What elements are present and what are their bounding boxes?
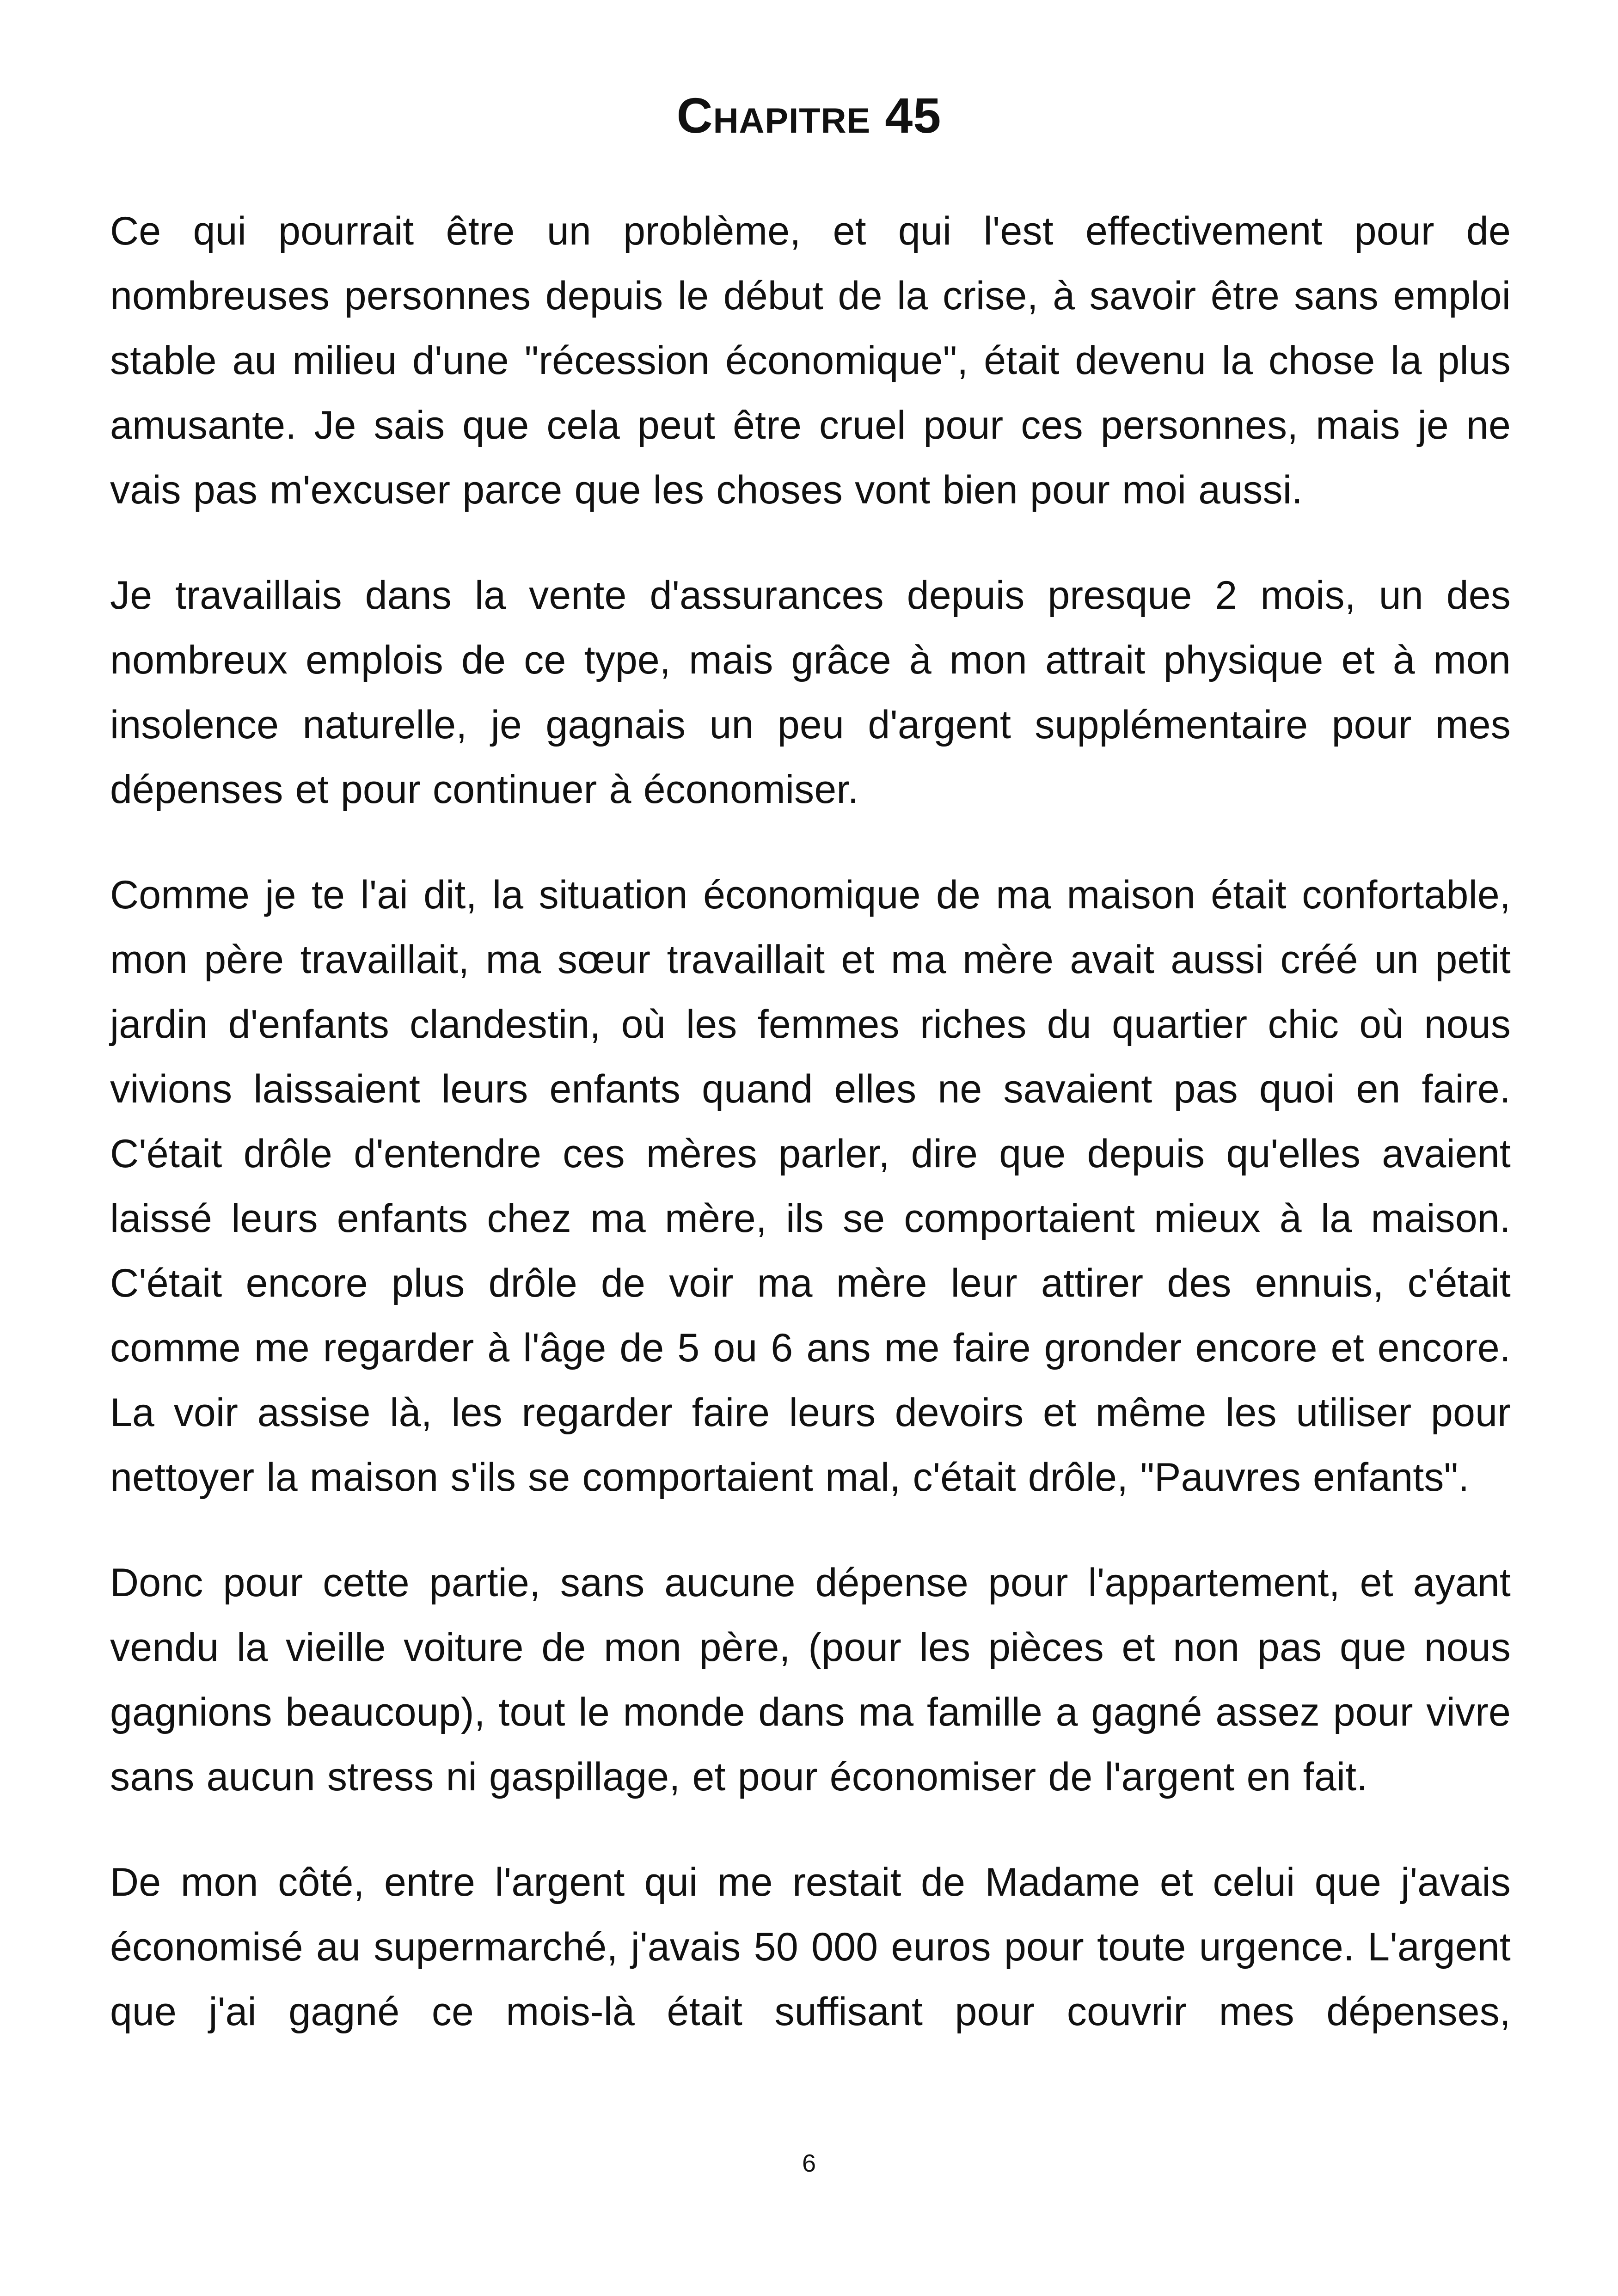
chapter-body	[110, 199, 1511, 2044]
paragraph: Je travaillais dans la vente d'assurances depuis presque 2 mois, un des nombreux emplois de ce type, mais grâce à mon attrait physique et à mon insolence naturelle, je gagnais un peu d'argent supplémentaire pour mes dépenses et pour continuer à économiser.	[110, 573, 1511, 812]
chapter-title	[0, 79, 1618, 153]
paragraph: Comme je te l'ai dit, la situation économique de ma maison était confortable, mon père travaillait, ma sœur travaillait et ma mère avait aussi créé un petit jardin d'enfants clandestin, où les femmes riches du quartier chic où nous vivions laissaient leurs enfants quand elles ne savaient pas quoi en faire. C'était drôle d'entendre ces mères parler, dire que depuis qu'elles avaient laissé leurs enfants chez ma mère, ils se comportaient mieux à la maison. C'était encore plus drôle de voir ma mère leur attirer des ennuis, c'était comme me regarder à l'âge de 5 ou 6 ans me faire gronder encore et encore. La voir assise là, les regarder faire leurs devoirs et même les utiliser pour nettoyer la maison s'ils se comportaient mal, c'était drôle, "Pauvres enfants".	[110, 873, 1511, 1500]
paragraph: De mon côté, entre l'argent qui me restait de Madame et celui que j'avais économisé au supermarché, j'avais 50 000 euros pour toute urgence. L'argent que j'ai gagné ce mois-là était suffisant pour couvrir mes dépenses,	[110, 1860, 1511, 2034]
paragraph: Ce qui pourrait être un problème, et qui l'est effectivement pour de nombreuses personnes depuis le début de la crise, à savoir être sans emploi stable au milieu d'une "récession économique", était devenu la chose la plus amusante. Je sais que cela peut être cruel pour ces personnes, mais je ne vais pas m'excuser parce que les choses vont bien pour moi aussi.	[110, 209, 1511, 512]
page-number: 6	[802, 2149, 816, 2177]
chapter-title-text: Chapitre 45	[676, 87, 942, 143]
paragraph: Donc pour cette partie, sans aucune dépense pour l'appartement, et ayant vendu la vieille voiture de mon père, (pour les pièces et non pas que nous gagnions beaucoup), tout le monde dans ma famille a gagné assez pour vivre sans aucun stress ni gaspillage, et pour économiser de l'argent en fait.	[110, 1561, 1511, 1799]
